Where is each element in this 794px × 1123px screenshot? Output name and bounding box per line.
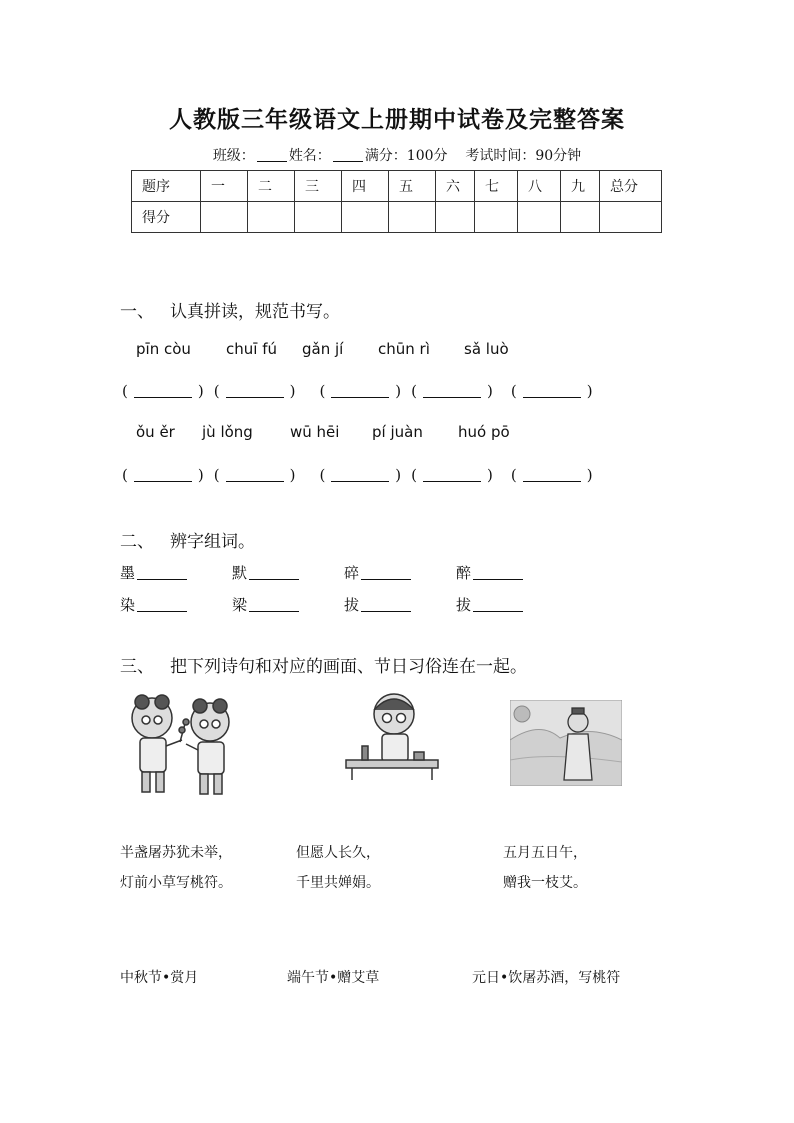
festival-2: 端午节•赠艾草 [287, 970, 380, 986]
exam-meta [0, 145, 794, 165]
page-title: 人教版三年级语文上册期中试卷及完整答案 [169, 107, 625, 133]
class-blank[interactable] [257, 147, 287, 162]
header-cell: 总分 [600, 171, 662, 202]
header-cell: 一 [201, 171, 248, 202]
name-label: 姓名： [288, 148, 331, 164]
full-score: 满分：100分 [364, 148, 448, 164]
header-cell: 三 [295, 171, 342, 202]
poem-1 [120, 838, 232, 898]
pinyin-row-2 [136, 423, 510, 441]
answer-blank[interactable]: ( ) [319, 382, 402, 400]
score-cell[interactable] [475, 202, 518, 233]
char: 染 [120, 596, 136, 614]
score-cell[interactable] [201, 202, 248, 233]
header-cell: 四 [342, 171, 389, 202]
pinyin-item: ǒu ěr [136, 423, 175, 441]
header-cell: 五 [389, 171, 436, 202]
pinyin-item: pīn còu [136, 340, 191, 358]
answer-blank[interactable]: ( ) [122, 382, 204, 400]
poem-line: 灯前小草写桃符。 [120, 875, 232, 891]
score-cell[interactable] [436, 202, 475, 233]
score-cell[interactable] [342, 202, 389, 233]
answer-blank[interactable]: ( ) [122, 466, 204, 484]
section-title: 把下列诗句和对应的画面、节日习俗连在一起。 [170, 657, 527, 677]
section-title: 辨字组词。 [170, 532, 255, 552]
score-cell[interactable] [295, 202, 342, 233]
word-group-item[interactable] [232, 594, 299, 615]
pinyin-item: huó pō [458, 423, 510, 441]
answer-blank[interactable]: ( ) [411, 382, 493, 400]
answer-blank[interactable]: ( ) [213, 382, 296, 400]
char: 默 [232, 564, 248, 582]
section-1-heading [120, 297, 340, 322]
word-group-item[interactable] [456, 594, 523, 615]
char: 拔 [344, 596, 360, 614]
header-cell: 六 [436, 171, 475, 202]
row-label: 得分 [132, 202, 201, 233]
word-group-item[interactable] [120, 562, 187, 583]
pinyin-item: chūn rì [378, 340, 430, 358]
pinyin-item: jù lǒng [202, 423, 253, 441]
char: 梁 [232, 596, 248, 614]
answer-row-1 [122, 382, 603, 400]
header-cell: 九 [561, 171, 600, 202]
word-group-item[interactable] [344, 594, 411, 615]
poem-line: 五月五日午， [503, 845, 587, 861]
answer-blank[interactable]: ( ) [510, 466, 593, 484]
word-group-item[interactable] [232, 562, 299, 583]
illustration-scholar-landscape [510, 700, 622, 786]
char: 碎 [344, 564, 360, 582]
exam-time: 考试时间：90分钟 [465, 148, 582, 164]
score-table-row [132, 202, 662, 233]
pinyin-item: sǎ luò [464, 340, 509, 358]
score-cell[interactable] [248, 202, 295, 233]
poem-line: 但愿人长久， [296, 845, 380, 861]
char: 醉 [456, 564, 472, 582]
poem-line: 千里共婵娟。 [296, 875, 380, 891]
pinyin-item: pí juàn [372, 423, 423, 441]
char: 墨 [120, 564, 136, 582]
poem-2 [296, 838, 380, 898]
pinyin-item: gǎn jí [302, 340, 344, 358]
section-2-heading [120, 527, 255, 552]
name-blank[interactable] [333, 147, 363, 162]
score-cell[interactable] [561, 202, 600, 233]
word-group-item[interactable] [120, 594, 187, 615]
festival-1: 中秋节•赏月 [120, 970, 199, 986]
word-group-item[interactable] [456, 562, 523, 583]
answer-blank[interactable]: ( ) [319, 466, 402, 484]
header-cell: 二 [248, 171, 295, 202]
score-table [131, 170, 662, 233]
char: 拔 [456, 596, 472, 614]
poem-3 [503, 838, 587, 898]
illustration-children-twig [120, 690, 240, 800]
score-cell[interactable] [518, 202, 561, 233]
section-number: 一、 [120, 302, 154, 322]
score-cell[interactable] [600, 202, 662, 233]
score-table-header [132, 171, 662, 202]
pinyin-item: chuī fú [226, 340, 277, 358]
illustration-child-at-table [342, 690, 442, 782]
header-cell: 题序 [132, 171, 201, 202]
score-cell[interactable] [389, 202, 436, 233]
answer-blank[interactable]: ( ) [411, 466, 493, 484]
section-3-heading [120, 652, 527, 677]
header-cell: 八 [518, 171, 561, 202]
answer-blank[interactable]: ( ) [510, 382, 593, 400]
class-label: 班级： [212, 148, 255, 164]
section-title: 认真拼读，规范书写。 [170, 302, 340, 322]
header-cell: 七 [475, 171, 518, 202]
section-number: 三、 [120, 657, 154, 677]
section-number: 二、 [120, 532, 154, 552]
poem-line: 赠我一枝艾。 [503, 875, 587, 891]
pinyin-row-1 [136, 340, 509, 358]
festival-3: 元日•饮屠苏酒，写桃符 [472, 970, 621, 986]
word-group-item[interactable] [344, 562, 411, 583]
pinyin-item: wū hēi [290, 423, 340, 441]
answer-blank[interactable]: ( ) [213, 466, 296, 484]
answer-row-2 [122, 466, 603, 484]
poem-line: 半盏屠苏犹未举， [120, 845, 232, 861]
